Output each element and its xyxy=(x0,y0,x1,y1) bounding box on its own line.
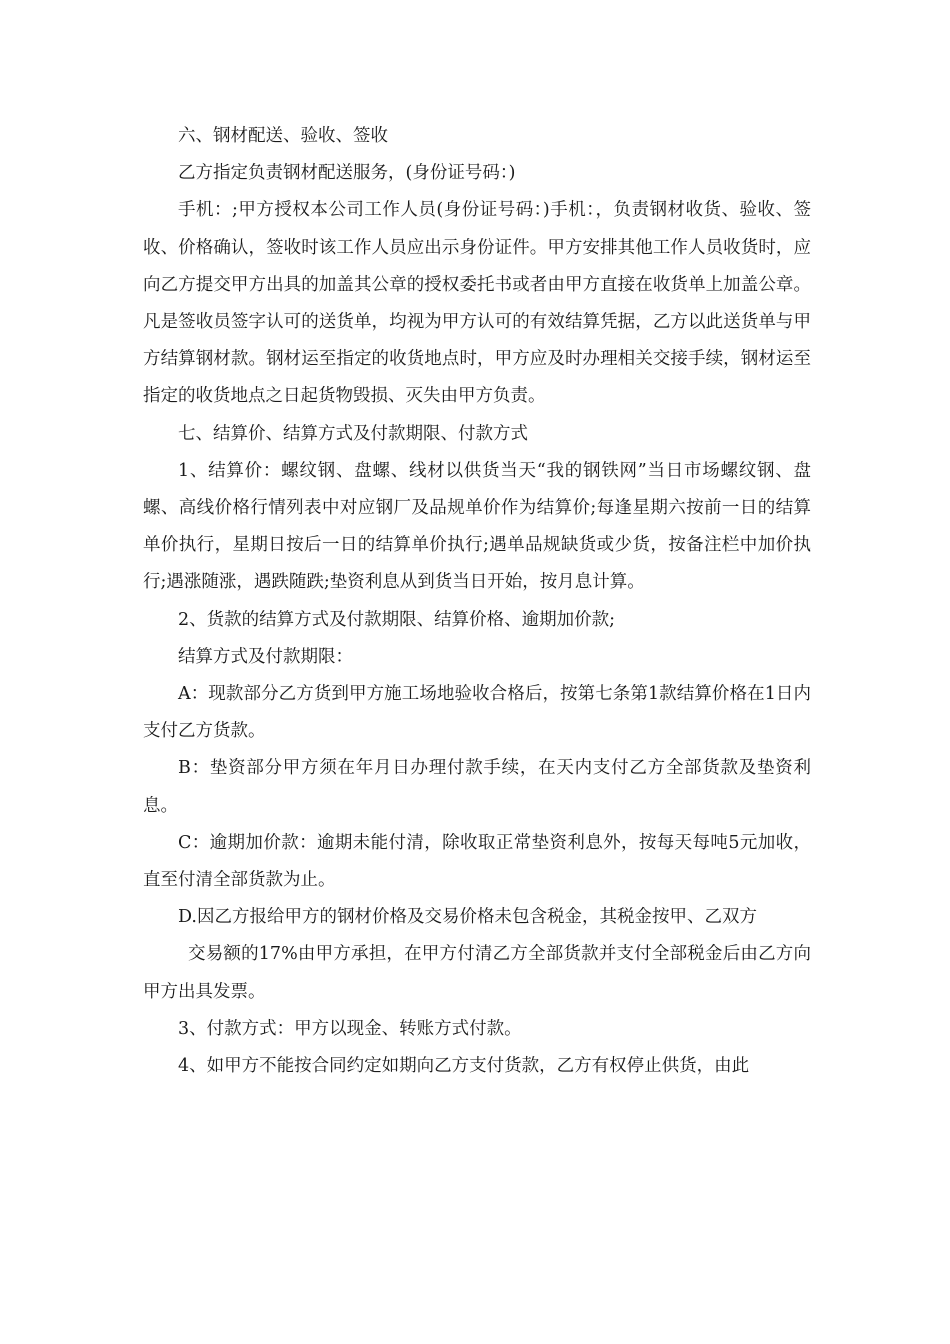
paragraph-late-payment: 4、如甲方不能按合同约定如期向乙方支付货款，乙方有权停止供货，由此 xyxy=(178,1056,750,1077)
paragraph-payment-method: 3、付款方式：甲方以现金、转账方式付款。 xyxy=(178,1018,522,1039)
paragraph-clause-a: A：现款部分乙方货到甲方施工场地验收合格后，按第七条第1款结算价格在1日内支付乙方货款。 xyxy=(143,684,811,742)
paragraph-delivery-person: 乙方指定负责钢材配送服务，(身份证号码：) xyxy=(178,163,516,184)
paragraph-clause-b: B：垫资部分甲方须在年月日办理付款手续，在天内支付乙方全部货款及垫资利息。 xyxy=(143,758,811,816)
paragraph-clause-d: D.因乙方报给甲方的钢材价格及交易价格未包含税金，其税金按甲、乙双方 xyxy=(178,907,757,928)
paragraph-receipt-authorization: 手机：;甲方授权本公司工作人员(身份证号码：)手机：，负责钢材收货、验收、签收、价格确认，签收时该工作人员应出示身份证件。甲方安排其他工作人员收货时，应向乙方提交甲方出具的加盖其公章的授权委托书或者由甲方直接在收货单上加盖公章。凡是签收员签字认可的送货单，均视为甲方认可的有效结算凭据，乙方以此送货单与甲方结算钢材款。钢材运至指定的收货地点时，甲方应及时办理相关交接手续，钢材运至指定的收货地点之日起货物毁损、灭失由甲方负责。 xyxy=(143,200,811,407)
paragraph-settlement-price: 1、结算价：螺纹钢、盘螺、线材以供货当天“我的钢铁网”当日市场螺纹钢、盘螺、高线价格行情列表中对应钢厂及品规单价作为结算价;每逢星期六按前一日的结算单价执行，星期日按后一日的结算单价执行;遇单品规缺货或少货，按备注栏中加价执行;遇涨随涨，遇跌随跌;垫资利息从到货当日开始，按月息计算。 xyxy=(143,460,811,593)
document-body xyxy=(143,118,811,1085)
paragraph-payment-term-label: 结算方式及付款期限： xyxy=(178,646,353,667)
section-heading-settlement: 七、结算价、结算方式及付款期限、付款方式 xyxy=(178,423,528,444)
paragraph-tax-note: 交易额的17%由甲方承担，在甲方付清乙方全部货款并支付全部税金后由乙方向甲方出具发票。 xyxy=(143,944,811,1002)
paragraph-clause-c: C：逾期加价款：逾期未能付清，除收取正常垫资利息外，按每天每吨5元加收，直至付清全部货款为止。 xyxy=(143,832,811,891)
section-heading-delivery: 六、钢材配送、验收、签收 xyxy=(178,126,388,146)
paragraph-settlement-method: 2、货款的结算方式及付款期限、结算价格、逾期加价款; xyxy=(178,609,616,630)
